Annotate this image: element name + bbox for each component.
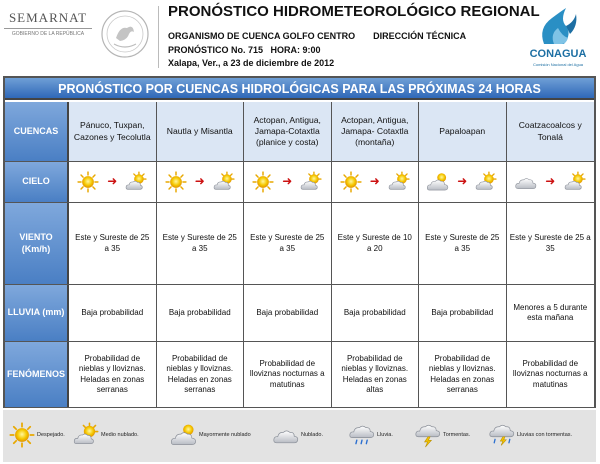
legend-label: Lluvia. bbox=[377, 432, 393, 438]
wind-cell: Este y Sureste de 25 a 35 bbox=[507, 203, 595, 284]
rain-cell: Baja probabilidad bbox=[244, 285, 332, 341]
partly-cloudy-icon bbox=[125, 171, 147, 193]
basins-row bbox=[5, 102, 594, 161]
forecast-table bbox=[3, 76, 596, 408]
wind-cell: Este y Sureste de 25 a 35 bbox=[69, 203, 157, 284]
mostly-cloudy-icon bbox=[427, 171, 449, 193]
legend-item bbox=[349, 420, 393, 450]
phenomena-cell: Probabilidad de lloviznas nocturnas a matutinas bbox=[507, 342, 595, 407]
semarnat-name: SEMARNAT bbox=[8, 10, 88, 25]
storm-icon bbox=[415, 422, 441, 448]
arrow-right-icon: ➜ bbox=[194, 174, 205, 189]
legend-item bbox=[73, 420, 139, 450]
basin-name: Coatzacoalcos y Tonalá bbox=[507, 102, 595, 161]
partly-cloudy-icon bbox=[475, 171, 497, 193]
partly-cloudy-icon bbox=[388, 171, 410, 193]
phenomena-cell: Probabilidad de nieblas y lloviznas. Heladas en zonas altas bbox=[332, 342, 420, 407]
conagua-sub: Comisión Nacional del Agua bbox=[532, 62, 584, 67]
org-line bbox=[168, 31, 466, 41]
header-divider bbox=[158, 6, 159, 68]
rain-icon bbox=[349, 422, 375, 448]
sky-cell bbox=[419, 162, 507, 202]
header bbox=[0, 0, 600, 72]
rain-cell: Baja probabilidad bbox=[157, 285, 245, 341]
wind-row bbox=[5, 202, 594, 284]
org-name: ORGANISMO DE CUENCA GOLFO CENTRO bbox=[168, 31, 356, 41]
banner-text: PRONÓSTICO POR CUENCAS HIDROLÓGICAS PARA LAS PRÓXIMAS 24 HORAS bbox=[58, 82, 541, 96]
legend-label: Tormentas. bbox=[443, 432, 471, 438]
legend-label: Lluvias con tormentas. bbox=[517, 432, 573, 438]
phenomena-cell: Probabilidad de nieblas y lloviznas. Heladas en zonas serranas bbox=[419, 342, 507, 407]
legend-item bbox=[489, 420, 572, 450]
sun-icon bbox=[165, 171, 187, 193]
legend-item bbox=[273, 420, 323, 450]
conagua-emblem-icon bbox=[520, 4, 596, 48]
conagua-logo bbox=[520, 4, 596, 70]
sky-cell bbox=[507, 162, 595, 202]
national-seal-icon bbox=[100, 8, 150, 60]
cloudy-icon bbox=[273, 422, 299, 448]
legend-label: Mayormente nublado bbox=[199, 432, 251, 438]
row-label-cuencas: CUENCAS bbox=[5, 102, 69, 161]
conagua-name: CONAGUA bbox=[529, 48, 587, 60]
rain-cell: Baja probabilidad bbox=[69, 285, 157, 341]
sun-icon bbox=[340, 171, 362, 193]
mostly-cloudy-icon bbox=[171, 422, 197, 448]
row-label-fenomenos: FENÓMENOS bbox=[5, 342, 69, 407]
semarnat-sub: GOBIERNO DE LA REPÚBLICA bbox=[4, 28, 92, 37]
sky-cell bbox=[332, 162, 420, 202]
wind-cell: Este y Sureste de 10 a 20 bbox=[332, 203, 420, 284]
legend-label: Nublado. bbox=[301, 432, 324, 438]
sky-row bbox=[5, 161, 594, 202]
rain-row bbox=[5, 284, 594, 341]
partly-cloudy-icon bbox=[300, 171, 322, 193]
arrow-right-icon: ➜ bbox=[282, 174, 293, 189]
page-title: PRONÓSTICO HIDROMETEOROLÓGICO REGIONAL bbox=[168, 3, 540, 20]
legend-item bbox=[9, 420, 65, 450]
arrow-right-icon: ➜ bbox=[369, 174, 380, 189]
legend-label: Despejado. bbox=[37, 432, 65, 438]
semarnat-logo bbox=[4, 10, 92, 37]
sun-icon bbox=[9, 422, 35, 448]
basin-name: Pánuco, Tuxpan, Cazones y Tecolutla bbox=[69, 102, 157, 161]
basin-name: Papaloapan bbox=[419, 102, 507, 161]
wind-cell: Este y Sureste de 25 a 35 bbox=[244, 203, 332, 284]
phenomena-cell: Probabilidad de nieblas y lloviznas. Heladas en zonas serranas bbox=[69, 342, 157, 407]
legend-item bbox=[415, 420, 470, 450]
rain-cell: Baja probabilidad bbox=[332, 285, 420, 341]
place-date: Xalapa, Ver., a 23 de diciembre de 2012 bbox=[168, 58, 335, 68]
rain-storm-icon bbox=[489, 422, 515, 448]
legend bbox=[3, 410, 596, 462]
row-label-lluvia: LLUVIA (mm) bbox=[5, 285, 69, 341]
partly-cloudy-icon bbox=[213, 171, 235, 193]
wind-cell: Este y Sureste de 25 a 35 bbox=[157, 203, 245, 284]
forecast-time: HORA: 9:00 bbox=[270, 45, 321, 55]
phenomena-cell: Probabilidad de lloviznas nocturnas a matutinas bbox=[244, 342, 332, 407]
basin-name: Nautla y Misantla bbox=[157, 102, 245, 161]
basin-name: Actopan, Antigua, Jamapa- Cotaxtla (montaña) bbox=[332, 102, 420, 161]
row-label-cielo: CIELO bbox=[5, 162, 69, 202]
partly-cloudy-icon bbox=[73, 422, 99, 448]
arrow-right-icon: ➜ bbox=[457, 174, 468, 189]
department-name: DIRECCIÓN TÉCNICA bbox=[373, 31, 467, 41]
rain-cell: Baja probabilidad bbox=[419, 285, 507, 341]
basin-name: Actopan, Antigua, Jamapa-Cotaxtla (planice y costa) bbox=[244, 102, 332, 161]
partly-cloudy-icon bbox=[564, 171, 586, 193]
table-banner bbox=[5, 78, 594, 100]
sky-cell bbox=[69, 162, 157, 202]
phenomena-cell: Probabilidad de nieblas y lloviznas. Heladas en zonas serranas bbox=[157, 342, 245, 407]
phenomena-row bbox=[5, 341, 594, 407]
row-label-viento: VIENTO (Km/h) bbox=[5, 203, 69, 284]
wind-cell: Este y Sureste de 25 a 35 bbox=[419, 203, 507, 284]
cloudy-icon bbox=[515, 171, 537, 193]
rain-cell: Menores a 5 durante esta mañana bbox=[507, 285, 595, 341]
forecast-line bbox=[168, 45, 321, 55]
sky-cell bbox=[244, 162, 332, 202]
legend-item bbox=[171, 420, 251, 450]
sun-icon bbox=[252, 171, 274, 193]
forecast-number: PRONÓSTICO No. 715 bbox=[168, 45, 264, 55]
legend-label: Medio nublado. bbox=[101, 432, 139, 438]
sky-cell bbox=[157, 162, 245, 202]
sun-icon bbox=[77, 171, 99, 193]
arrow-right-icon: ➜ bbox=[107, 174, 118, 189]
arrow-right-icon: ➜ bbox=[545, 174, 556, 189]
